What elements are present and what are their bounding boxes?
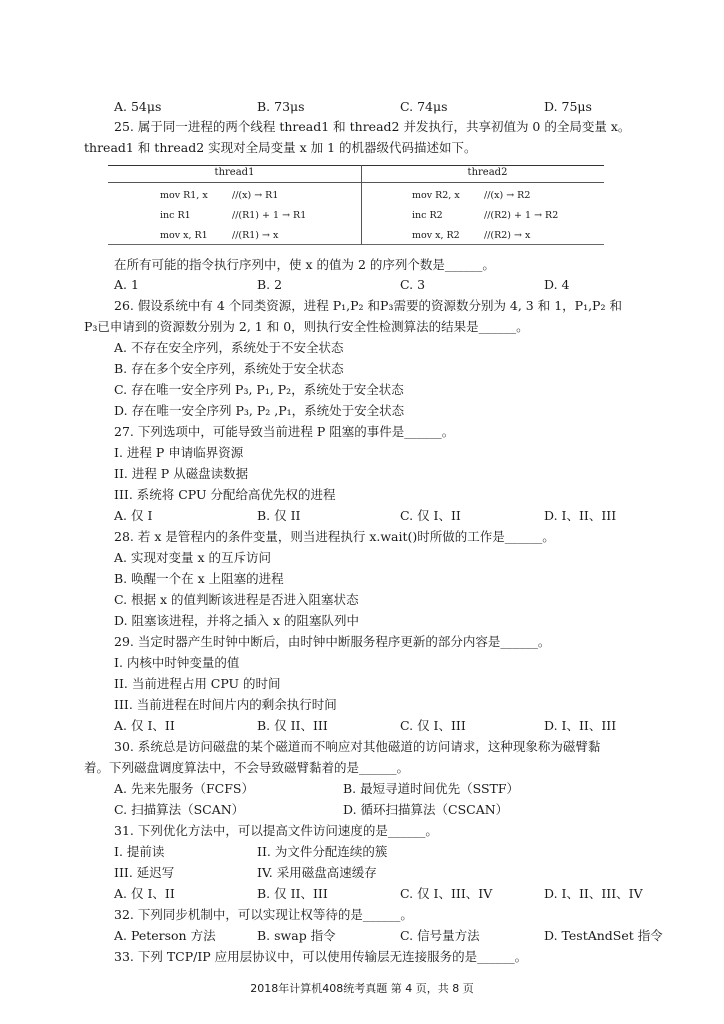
q26-option-d: D. 存在唯一安全序列 P₃, P₂ ,P₁，系统处于安全状态 xyxy=(114,403,405,418)
q29-item-1: I. 内核中时钟变量的值 xyxy=(114,655,240,670)
q27-option-a: A. 仅 I xyxy=(114,508,153,523)
q26-stem-line2: P₃已申请到的资源数分别为 2, 1 和 0，则执行安全性检测算法的结果是______。 xyxy=(84,319,529,334)
q28-option-d: D. 阻塞该进程，并将之插入 x 的阻塞队列中 xyxy=(114,613,360,628)
q31-stem: 31. 下列优化方法中，可以提高文件访问速度的是______。 xyxy=(114,823,438,838)
q27-item-2: II. 进程 P 从磁盘读数据 xyxy=(114,466,249,481)
q29-option-b: B. 仅 II、III xyxy=(257,718,328,733)
thread1-header: thread1 xyxy=(214,167,255,178)
thread2-instr-1: mov R2, x xyxy=(412,190,460,201)
q27-item-1: I. 进程 P 申请临界资源 xyxy=(114,445,244,460)
q29-option-c: C. 仅 I、III xyxy=(400,718,466,733)
q30-option-d: D. 循环扫描算法（CSCAN） xyxy=(343,802,509,817)
q31-option-c: C. 仅 I、III、IV xyxy=(400,886,493,901)
q26-option-a: A. 不存在安全序列，系统处于不安全状态 xyxy=(114,340,344,355)
q24-option-c: C. 74μs xyxy=(400,99,448,114)
q26-stem-line1: 26. 假设系统中有 4 个同类资源，进程 P₁,P₂ 和P₃需要的资源数分别为 4, 3 和 1，P₁,P₂ 和 xyxy=(114,298,622,313)
thread1-comment-3: //(R1) → x xyxy=(232,230,279,241)
q28-option-b: B. 唤醒一个在 x 上阻塞的进程 xyxy=(114,571,284,586)
q24-option-b: B. 73μs xyxy=(257,99,305,114)
thread2-instr-3: mov x, R2 xyxy=(412,230,460,241)
q30-option-a: A. 先来先服务（FCFS） xyxy=(114,781,254,796)
table-top-rule xyxy=(108,165,604,166)
q32-stem: 32. 下列同步机制中，可以实现让权等待的是______。 xyxy=(114,907,413,922)
q31-item-4: IV. 采用磁盘高速缓存 xyxy=(257,865,377,880)
q31-item-3: III. 延迟写 xyxy=(114,865,175,880)
q29-item-3: III. 当前进程在时间片内的剩余执行时间 xyxy=(114,697,337,712)
thread2-comment-1: //(x) → R2 xyxy=(484,190,531,201)
q32-option-c: C. 信号量方法 xyxy=(400,928,480,943)
q29-option-a: A. 仅 I、II xyxy=(114,718,175,733)
thread1-comment-1: //(x) → R1 xyxy=(232,190,279,201)
q30-stem-line1: 30. 系统总是访问磁盘的某个磁道而不响应对其他磁道的访问请求，这种现象称为磁臂黏 xyxy=(114,739,601,754)
q31-option-b: B. 仅 II、III xyxy=(257,886,328,901)
thread1-instr-2: inc R1 xyxy=(160,210,191,221)
q25-question: 在所有可能的指令执行序列中，使 x 的值为 2 的序列个数是______。 xyxy=(114,257,495,272)
q29-stem: 29. 当定时器产生时钟中断后，由时钟中断服务程序更新的部分内容是______。 xyxy=(114,634,551,649)
q28-option-a: A. 实现对变量 x 的互斥访问 xyxy=(114,550,271,565)
thread1-comment-2: //(R1) + 1 → R1 xyxy=(232,210,307,221)
q28-stem: 28. 若 x 是管程内的条件变量，则当进程执行 x.wait()时所做的工作是______。 xyxy=(114,529,555,544)
table-bottom-rule xyxy=(108,244,604,245)
q25-option-d: D. 4 xyxy=(544,277,570,292)
q31-option-d: D. I、II、III、IV xyxy=(544,886,643,901)
q27-option-d: D. I、II、III xyxy=(544,508,617,523)
q28-option-c: C. 根据 x 的值判断该进程是否进入阻塞状态 xyxy=(114,592,359,607)
q31-option-a: A. 仅 I、II xyxy=(114,886,175,901)
q30-option-b: B. 最短寻道时间优先（SSTF） xyxy=(343,781,520,796)
q24-option-d: D. 75μs xyxy=(544,99,592,114)
thread2-header: thread2 xyxy=(467,167,508,178)
q29-item-2: II. 当前进程占用 CPU 的时间 xyxy=(114,676,281,691)
q26-option-c: C. 存在唯一安全序列 P₃, P₁, P₂，系统处于安全状态 xyxy=(114,382,404,397)
thread2-comment-3: //(R2) → x xyxy=(484,230,531,241)
q24-option-a: A. 54μs xyxy=(114,99,162,114)
q30-stem-line2: 着。下列磁盘调度算法中，不会导致磁臂黏着的是______。 xyxy=(84,760,410,775)
q31-item-1: I. 提前读 xyxy=(114,844,165,859)
q25-option-b: B. 2 xyxy=(257,277,283,292)
q25-stem-line1: 25. 属于同一进程的两个线程 thread1 和 thread2 并发执行，共享初值为 0 的全局变量 x。 xyxy=(114,119,631,134)
q30-option-c: C. 扫描算法（SCAN） xyxy=(114,802,245,817)
q33-stem: 33. 下列 TCP/IP 应用层协议中，可以使用传输层无连接服务的是______。 xyxy=(114,949,528,964)
q32-option-b: B. swap 指令 xyxy=(257,928,336,943)
thread1-instr-1: mov R1, x xyxy=(160,190,208,201)
q27-option-c: C. 仅 I、II xyxy=(400,508,461,523)
q25-option-a: A. 1 xyxy=(114,277,139,292)
q32-option-a: A. Peterson 方法 xyxy=(114,928,216,943)
q26-option-b: B. 存在多个安全序列，系统处于安全状态 xyxy=(114,361,344,376)
page-footer: 2018年计算机408统考真题 第 4 页，共 8 页 xyxy=(250,982,474,995)
q32-option-d: D. TestAndSet 指令 xyxy=(544,928,663,943)
q25-option-c: C. 3 xyxy=(400,277,426,292)
table-header-rule xyxy=(108,182,604,183)
thread1-instr-3: mov x, R1 xyxy=(160,230,208,241)
thread2-comment-2: //(R2) + 1 → R2 xyxy=(484,210,559,221)
q27-option-b: B. 仅 II xyxy=(257,508,301,523)
q27-stem: 27. 下列选项中，可能导致当前进程 P 阻塞的事件是______。 xyxy=(114,424,455,439)
q29-option-d: D. I、II、III xyxy=(544,718,617,733)
thread-code-table xyxy=(108,165,604,245)
q31-item-2: II. 为文件分配连续的簇 xyxy=(257,844,388,859)
q25-stem-line2: thread1 和 thread2 实现对全局变量 x 加 1 的机器级代码描述如下。 xyxy=(84,140,477,155)
q27-item-3: III. 系统将 CPU 分配给高优先权的进程 xyxy=(114,487,336,502)
thread2-instr-2: inc R2 xyxy=(412,210,443,221)
